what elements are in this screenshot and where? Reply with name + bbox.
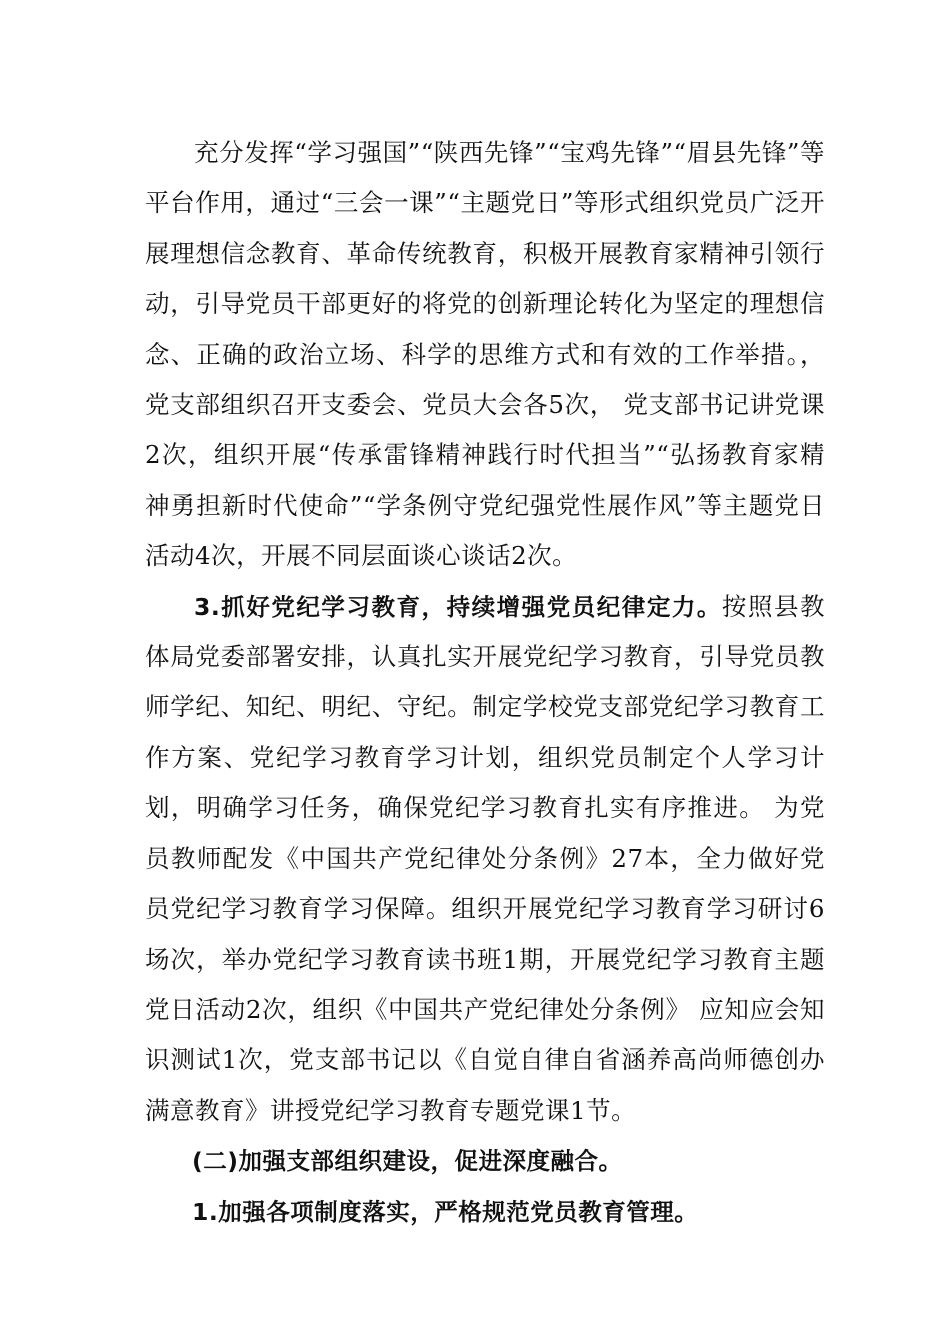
paragraph-lead-heading: 3.抓好党纪学习教育，持续增强党员纪律定力。	[194, 592, 722, 621]
paragraph-party-discipline	[145, 582, 825, 1136]
paragraph-platform-education: 充分发挥“学习强国”“陕西先锋”“宝鸡先锋”“眉县先锋”等平台作用，通过“三会一课”“主题党日”等形式组织党员广泛开展理想信念教育、革命传统教育，积极开展教育家精神引领行动，引导党员干部更好的将党的创新理论转化为坚定的理想信念、正确的政治立场、科学的思维方式和有效的工作举措。，党支部组织召开支委会、党员大会各5次， 党支部书记讲党课2次，组织开展“传承雷锋精神践行时代担当”“弘扬教育家精神勇担新时代使命”“学条例守党纪强党性展作风”等主题党日活动4次，开展不同层面谈心谈话2次。	[145, 138, 825, 571]
section-heading-organization: (二)加强支部组织建设，促进深度融合。	[192, 1147, 623, 1176]
subsection-heading-system: 1.加强各项制度落实，严格规范党员教育管理。	[192, 1197, 699, 1226]
document-body	[145, 128, 825, 1237]
paragraph-body-text: 按照县教体局党委部署安排，认真扎实开展党纪学习教育，引导党员教师学纪、知纪、明纪、守纪。制定学校党支部党纪学习教育工作方案、党纪学习教育学习计划，组织党员制定个人学习计划，明确学习任务，确保党纪学习教育扎实有序推进。 为党员教师配发《中国共产党纪律处分条例》27本，全力做好党员党纪学习教育学习保障。组织开展党纪学习教育学习研讨6场次，举办党纪学习教育读书班1期，开展党纪学习教育主题党日活动2次，组织《中国共产党纪律处分条例》 应知应会知识测试1次，党支部书记以《自觉自律自省涵养高尚师德创办满意教育》讲授党纪学习教育专题党课1节。	[145, 591, 826, 1125]
